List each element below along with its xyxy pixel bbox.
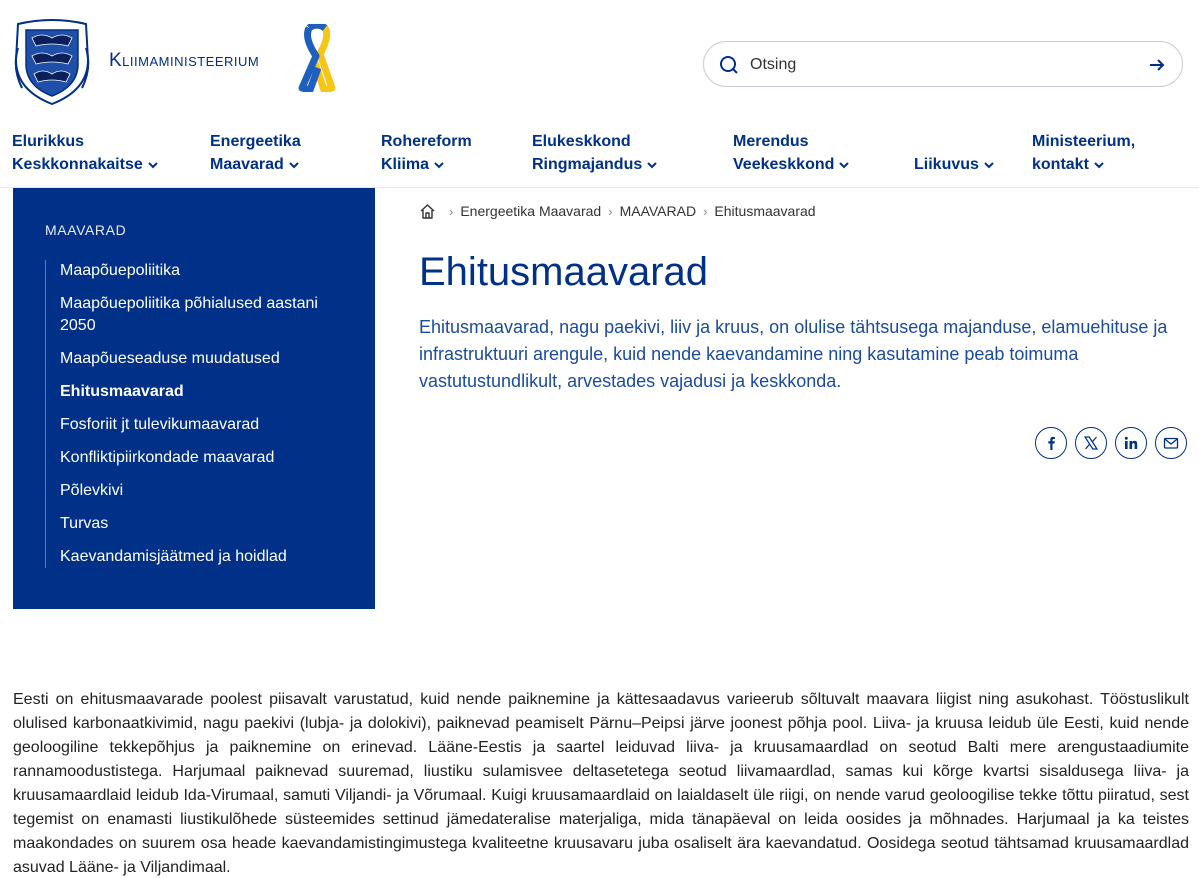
main-navigation bbox=[0, 128, 1199, 188]
ministry-name[interactable]: Kliimaministeerium bbox=[109, 50, 260, 71]
chevron-down-icon bbox=[433, 160, 445, 170]
nav-label-line2-wrap bbox=[210, 153, 301, 176]
sidebar-title[interactable]: MAAVARAD bbox=[45, 222, 127, 238]
ukraine-ribbon-icon bbox=[296, 24, 338, 92]
email-icon bbox=[1163, 435, 1179, 451]
search-box[interactable] bbox=[703, 41, 1183, 87]
breadcrumb bbox=[419, 202, 816, 220]
sidebar-menu bbox=[45, 260, 345, 568]
chevron-right-icon: › bbox=[703, 203, 708, 219]
nav-label-line2: kontakt bbox=[1032, 156, 1089, 173]
arrow-right-icon[interactable] bbox=[1146, 54, 1168, 76]
nav-item-liikuvus[interactable] bbox=[914, 130, 995, 176]
nav-label-line1: Rohereform bbox=[381, 133, 472, 150]
sidebar-item-ehitusmaavarad[interactable]: Ehitusmaavarad bbox=[60, 383, 184, 400]
x-icon bbox=[1083, 435, 1099, 451]
nav-label-line1: Energeetika bbox=[210, 133, 301, 150]
nav-label-line2: Liikuvus bbox=[914, 156, 979, 173]
chevron-right-icon: › bbox=[608, 203, 613, 219]
chevron-down-icon bbox=[838, 160, 850, 170]
sidebar-item-fosforiit[interactable]: Fosforiit jt tulevikumaavarad bbox=[60, 416, 260, 433]
nav-label-line1: Elukeskkond bbox=[532, 133, 631, 150]
nav-item-energeetika[interactable] bbox=[210, 130, 301, 176]
chevron-down-icon bbox=[646, 160, 658, 170]
sidebar-item-kaevandamisjaatmed[interactable]: Kaevandamisjäätmed ja hoidlad bbox=[60, 548, 287, 565]
share-email-button[interactable] bbox=[1155, 427, 1187, 459]
sidebar-item-turvas[interactable]: Turvas bbox=[60, 515, 109, 532]
nav-label-line1 bbox=[914, 130, 995, 153]
body-paragraph: Eesti on ehitusmaavarade poolest piisavalt varustatud, kuid nende paiknemine ja kättesaadavus varieerub sõltuvalt maavara liigist ning asukohast. Tööstuslikult olulised karbonaatkivimid, nagu paekivi (lubja- ja dolokivi), paiknevad peamiselt Pärnu–Peipsi järve joonest põhja pool. Liiva- ja kruusa leidub üle Eesti, kuid nende geoloogiline tekkepõhjus ja paiknemine on erinevad. Lääne-Eestis ja saartel leiduvad liiva- ja kruusamaardlad on seotud Balti mere arengustaadiumite rannamoodustistega. Harjumaal paiknevad suuremad, liustiku sulamisvee deltasetetega seotud liivamaardlad, samas kui kõrge kvartsi sisaldusega liiva- ja kruusamaardlaid leidub Ida-Virumaal, samuti Viljandi- ja Võrumaal. Kuigi kruusamaardlaid on laialdaselt üle riigi, on nende varud geoloogilise tekke tõttu piiratud, sest tegemist on enamasti liustikulõhede süsteemides settinud jämedateralise materjaliga, mida tänapäeval on leida oosides ja mõhnades. Harjumaal ja ka teistes maakondades on suurem osa heade kaevandamistingimustega kvaliteetne kruusavaru juba osaliselt ära kaevandatud. Oosidega seotud tähtsamad kruusamaardlad asuvad Lääne- ja Viljandimaal. bbox=[13, 691, 1189, 876]
chevron-down-icon bbox=[288, 160, 300, 170]
breadcrumb-current: Ehitusmaavarad bbox=[714, 203, 816, 219]
nav-item-ministeerium[interactable] bbox=[1032, 130, 1135, 176]
nav-label-line2-wrap bbox=[532, 153, 658, 176]
page-title: Ehitusmaavarad bbox=[419, 250, 709, 294]
share-x-button[interactable] bbox=[1075, 427, 1107, 459]
breadcrumb-item[interactable]: MAAVARAD bbox=[619, 203, 697, 219]
nav-label-line2-wrap bbox=[1032, 153, 1135, 176]
chevron-right-icon: › bbox=[449, 203, 454, 219]
nav-label-line2-wrap bbox=[914, 153, 995, 176]
chevron-down-icon bbox=[147, 160, 159, 170]
nav-label-line2-wrap bbox=[381, 153, 472, 176]
nav-label-line2-wrap bbox=[733, 153, 850, 176]
lead-paragraph: Ehitusmaavarad, nagu paekivi, liiv ja kruus, on olulise tähtsusega majanduse, elamuehituse ja infrastruktuuri arengule, kuid nende kaevandamine ning kasutamine peab toimuma vastutustundlikult, arvestades vajadusi ja keskkonda. bbox=[419, 317, 1168, 391]
nav-label-line2: Ringmajandus bbox=[532, 156, 643, 173]
site-header bbox=[0, 0, 1199, 120]
nav-label-line1: Elurikkus bbox=[12, 133, 85, 150]
coat-of-arms-logo[interactable] bbox=[12, 18, 92, 108]
chevron-down-icon bbox=[1093, 160, 1105, 170]
facebook-icon bbox=[1043, 435, 1059, 451]
nav-label-line1: Ministeerium, bbox=[1032, 133, 1136, 150]
nav-label-line2: Maavarad bbox=[210, 156, 284, 173]
nav-label-line2-wrap bbox=[12, 153, 159, 176]
chevron-down-icon bbox=[983, 160, 995, 170]
nav-label-line2: Keskkonnakaitse bbox=[12, 156, 143, 173]
nav-label-line2: Kliima bbox=[381, 156, 430, 173]
share-linkedin-button[interactable] bbox=[1115, 427, 1147, 459]
search-icon[interactable] bbox=[718, 54, 740, 76]
home-icon[interactable] bbox=[419, 203, 436, 220]
sidebar-item-polevkivi[interactable]: Põlevkivi bbox=[60, 482, 124, 499]
nav-item-merendus[interactable] bbox=[733, 130, 850, 176]
breadcrumb-item[interactable]: Energeetika Maavarad bbox=[460, 203, 602, 219]
nav-item-rohereform[interactable] bbox=[381, 130, 472, 176]
sidebar-item-maapouepoliitika[interactable]: Maapõuepoliitika bbox=[60, 262, 181, 279]
sidebar-item-seaduse-muudatused[interactable]: Maapõueseaduse muudatused bbox=[60, 350, 280, 367]
share-facebook-button[interactable] bbox=[1035, 427, 1067, 459]
sidebar-item-konfliktipiirkondade[interactable]: Konfliktipiirkondade maavarad bbox=[60, 449, 275, 466]
nav-item-elurikkus[interactable] bbox=[12, 130, 159, 176]
sidebar-item-pohialused-2050[interactable]: Maapõuepoliitika põhialused aastani 2050 bbox=[60, 295, 318, 334]
nav-item-elukeskkond[interactable] bbox=[532, 130, 658, 176]
linkedin-icon bbox=[1123, 435, 1139, 451]
nav-label-line1: Merendus bbox=[733, 133, 809, 150]
nav-label-line2: Veekeskkond bbox=[733, 156, 835, 173]
section-sidebar bbox=[13, 188, 375, 609]
search-input[interactable] bbox=[750, 50, 1130, 80]
